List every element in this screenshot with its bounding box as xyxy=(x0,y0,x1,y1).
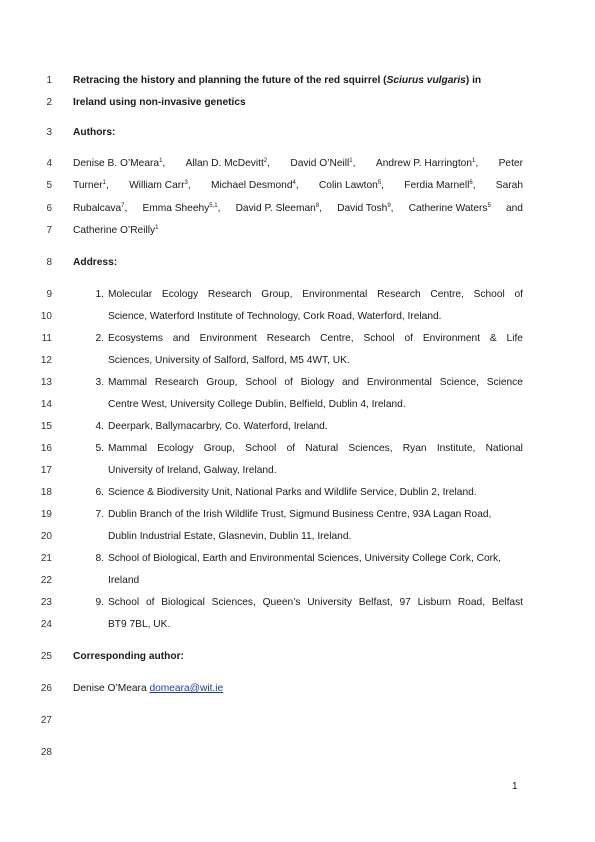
affiliation-superscript: 9 xyxy=(387,203,391,209)
address-text xyxy=(108,443,523,455)
author-name: William Carr$^3$, xyxy=(129,180,191,191)
affiliation-superscript: 5,1 xyxy=(209,203,218,209)
address-text: Science & Biodiversity Unit, National Parks and Wildlife Service, Dublin 2, Ireland. xyxy=(108,487,477,498)
authors-line xyxy=(73,158,523,170)
address-text: Ireland xyxy=(108,575,140,586)
corresponding-author-email[interactable]: domeara@wit.ie xyxy=(149,683,224,694)
paper-title-line-2: Ireland using non-invasive genetics xyxy=(73,97,246,108)
author-name: Rubalcava$^7$, xyxy=(73,203,128,214)
line-number: 22 xyxy=(40,575,52,586)
address-number: 2. xyxy=(95,333,104,344)
address-number: 1. xyxy=(95,289,104,300)
address-text: Deerpark, Ballymacarbry, Co. Waterford, Ireland. xyxy=(108,421,328,432)
affiliation-superscript: 6 xyxy=(469,180,473,186)
line-number: 19 xyxy=(40,509,52,520)
address-text xyxy=(108,333,523,345)
word: Ryan xyxy=(402,443,427,454)
affiliation-superscript: 1 xyxy=(159,158,163,164)
affiliation-superscript: 5 xyxy=(377,180,382,186)
word: and xyxy=(172,333,190,344)
word: Research xyxy=(266,333,311,344)
word: Mammal xyxy=(108,377,148,388)
paper-title-line-1 xyxy=(73,75,523,87)
word: School xyxy=(473,289,505,300)
line-number: 7 xyxy=(46,225,52,236)
address-text xyxy=(108,377,523,389)
word: Ecology xyxy=(161,289,199,300)
word: Group, xyxy=(203,443,235,454)
address-text: University of Ireland, Galway, Ireland. xyxy=(108,465,277,476)
word: Belfast, xyxy=(358,597,393,608)
address-text: Sciences, University of Salford, Salford, M5 4WT, UK. xyxy=(108,355,350,366)
author-name: Andrew P. Harrington$^1$, xyxy=(375,158,479,169)
line-number: 18 xyxy=(40,487,52,498)
line-number: 12 xyxy=(40,355,52,366)
affiliation-superscript: 1 xyxy=(102,180,106,186)
author-name: Denise B. O’Meara$^1$, xyxy=(73,158,166,169)
author-name: Peter xyxy=(498,158,523,169)
address-number: 4. xyxy=(95,421,104,432)
line-number: 5 xyxy=(46,180,52,191)
address-number: 3. xyxy=(95,377,104,388)
affiliation-superscript: 4 xyxy=(292,180,296,186)
line-number: 3 xyxy=(46,127,52,138)
line-number: 4 xyxy=(46,158,52,169)
authors-line xyxy=(73,203,523,215)
word: Environment xyxy=(199,333,257,344)
word: of xyxy=(284,377,293,388)
word: Environment xyxy=(422,333,481,344)
word: Institute, xyxy=(436,443,476,454)
word: Group, xyxy=(206,377,238,388)
word: of xyxy=(286,443,296,454)
word: School xyxy=(108,597,140,608)
line-number: 13 xyxy=(40,377,52,388)
word: of xyxy=(404,333,413,344)
line-number: 23 xyxy=(40,597,52,608)
word: Environmental xyxy=(366,377,432,388)
word: National xyxy=(485,443,523,454)
word: Lisburn xyxy=(417,597,452,608)
word: Natural xyxy=(305,443,339,454)
line-number: 21 xyxy=(40,553,52,564)
word: Environmental xyxy=(302,289,368,300)
species-name: Sciurus vulgaris xyxy=(386,75,466,86)
word: of xyxy=(514,289,523,300)
word: Biology xyxy=(300,377,335,388)
affiliation-superscript: 3 xyxy=(184,180,188,186)
word: of xyxy=(145,597,155,608)
authors-line xyxy=(73,225,523,237)
line-number: 28 xyxy=(40,747,52,758)
address-number: 5. xyxy=(95,443,104,454)
word: School xyxy=(245,377,277,388)
word: Sciences, xyxy=(348,443,393,454)
line-number: 6 xyxy=(46,203,52,214)
line-number: 8 xyxy=(46,257,52,268)
author-name: David P. Sleeman$^8$, xyxy=(235,203,322,214)
word: & xyxy=(489,333,497,344)
affiliation-superscript: 8 xyxy=(315,203,320,209)
author-name: Catherine Waters$^5$ xyxy=(408,203,491,214)
line-number: 16 xyxy=(40,443,52,454)
word: Sciences, xyxy=(211,597,256,608)
line-number: 10 xyxy=(40,311,52,322)
affiliation-superscript: 7 xyxy=(121,203,125,209)
line-number: 26 xyxy=(40,683,52,694)
address-text: Dublin Branch of the Irish Wildlife Trust, Sigmund Business Centre, 93A Lagan Road, xyxy=(108,509,492,520)
author-name: Turner$^1$, xyxy=(73,180,109,191)
author-name: Sarah xyxy=(495,180,523,191)
address-number: 6. xyxy=(95,487,104,498)
address-text: Science, Waterford Institute of Technology, Cork Road, Waterford, Ireland. xyxy=(108,311,442,322)
affiliation-superscript: 1 xyxy=(155,225,159,231)
word: Ecosystems xyxy=(108,333,163,344)
address-number: 8. xyxy=(95,553,104,564)
author-name: Catherine O’Reilly$^1$ xyxy=(73,225,159,236)
address-text: BT9 7BL, UK. xyxy=(108,619,171,630)
line-number: 24 xyxy=(40,619,52,630)
address-number: 9. xyxy=(95,597,104,608)
corresponding-author xyxy=(73,683,523,695)
word: Group, xyxy=(261,289,293,300)
author-name: Ferdia Marnell$^6$, xyxy=(404,180,476,191)
line-number: 20 xyxy=(40,531,52,542)
address-number: 7. xyxy=(95,509,104,520)
address-heading: Address: xyxy=(73,257,118,268)
author-name: Michael Desmond$^4$, xyxy=(210,180,299,191)
word: School xyxy=(245,443,277,454)
address-text xyxy=(108,289,523,301)
word: Queen’s xyxy=(262,597,301,608)
title-text: Retracing the history and planning the future of the red squirrel ( xyxy=(73,75,387,86)
word: University xyxy=(307,597,352,608)
author-name: David O’Neill$^1$, xyxy=(290,158,356,169)
word: Research xyxy=(377,289,421,300)
affiliation-superscript: 1 xyxy=(349,158,353,164)
word: Science xyxy=(486,377,523,388)
author-name: David Tosh$^9$, xyxy=(337,203,394,214)
line-number: 2 xyxy=(46,97,52,108)
word: Mammal xyxy=(108,443,148,454)
word: Centre, xyxy=(430,289,464,300)
corresponding-author-heading: Corresponding author: xyxy=(73,651,184,662)
word: and xyxy=(341,377,359,388)
word: School xyxy=(363,333,395,344)
corresponding-author-name: Denise O’Meara xyxy=(73,683,147,694)
line-number: 9 xyxy=(46,289,52,300)
line-number: 27 xyxy=(40,715,52,726)
author-name: and xyxy=(505,203,523,214)
author-name: Colin Lawton$^5$, xyxy=(318,180,385,191)
affiliation-superscript: 1 xyxy=(472,158,476,164)
line-number: 15 xyxy=(40,421,52,432)
address-text xyxy=(108,597,523,609)
line-number: 17 xyxy=(40,465,52,476)
address-text: School of Biological, Earth and Environmental Sciences, University College Cork, Cork, xyxy=(108,553,501,564)
author-name: Allan D. McDevitt$^2$, xyxy=(185,158,270,169)
line-number: 14 xyxy=(40,399,52,410)
page-number: 1 xyxy=(512,781,518,792)
authors-line xyxy=(73,180,523,192)
word: Life xyxy=(506,333,523,344)
word: Research xyxy=(207,289,252,300)
word: Molecular xyxy=(108,289,153,300)
word: Biological xyxy=(161,597,205,608)
word: Road, xyxy=(457,597,486,608)
word: Ecology xyxy=(157,443,194,454)
address-text: Dublin Industrial Estate, Glasnevin, Dublin 11, Ireland. xyxy=(108,531,352,542)
line-number: 1 xyxy=(46,75,52,86)
affiliation-superscript: 5 xyxy=(487,203,491,209)
word: Research xyxy=(154,377,199,388)
line-number: 25 xyxy=(40,651,52,662)
address-text: Centre West, University College Dublin, Belfield, Dublin 4, Ireland. xyxy=(108,399,406,410)
affiliation-superscript: 2 xyxy=(263,158,268,164)
title-text: ) in xyxy=(465,75,482,86)
author-name: Emma Sheehy$^{5,1}$, xyxy=(142,203,221,214)
word: 97 xyxy=(399,597,411,608)
word: Science, xyxy=(439,377,479,388)
line-number: 11 xyxy=(41,333,52,344)
authors-heading: Authors: xyxy=(73,127,116,138)
word: Centre, xyxy=(320,333,354,344)
word: Belfast xyxy=(491,597,523,608)
